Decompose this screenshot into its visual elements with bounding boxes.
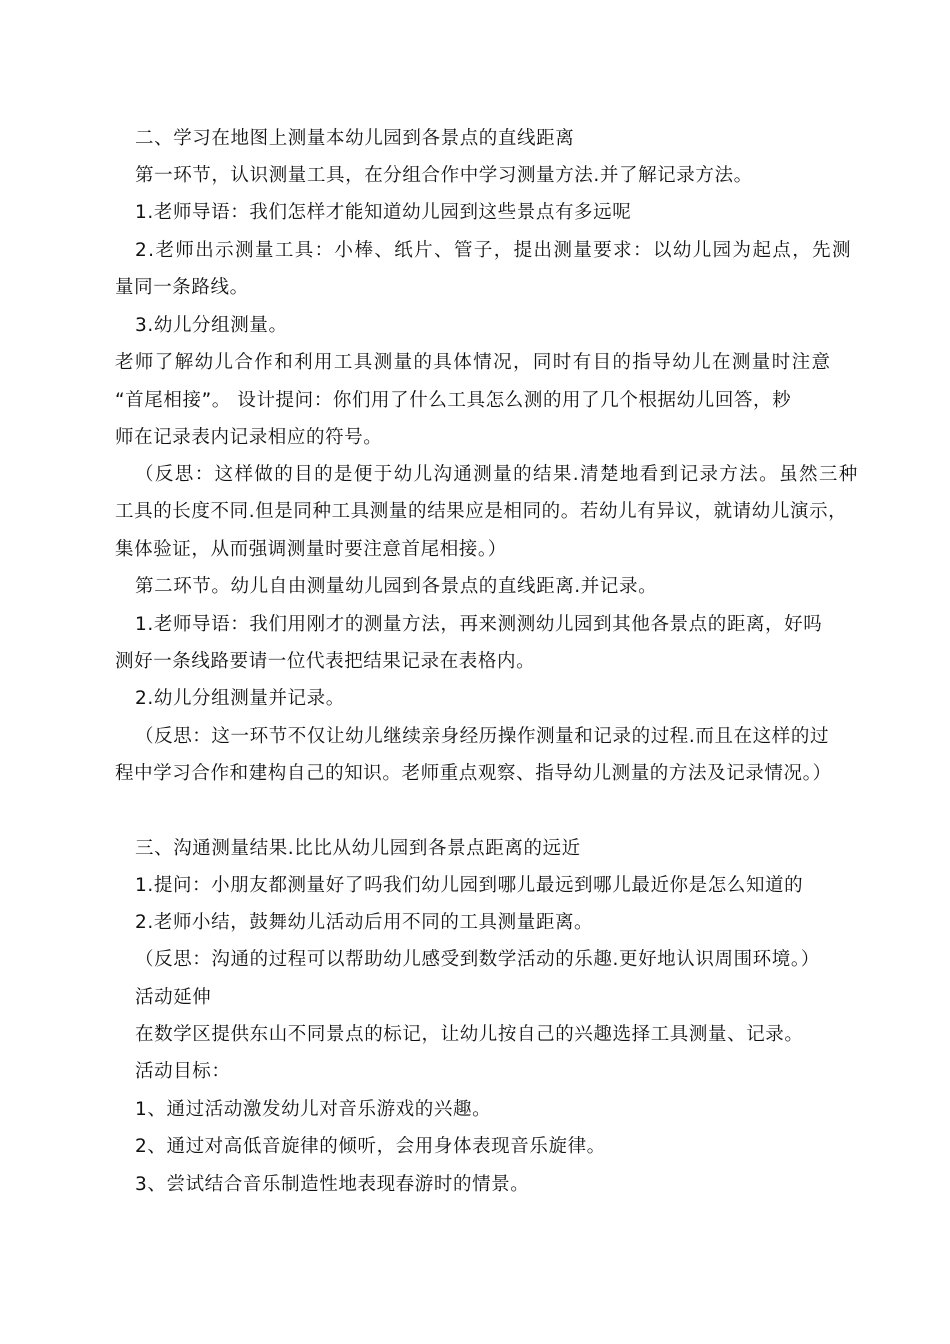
goal-item: 3、尝试结合音乐制造性地表现春游时的情景。 <box>135 1174 530 1195</box>
paragraph-line: “首尾相接”。 设计提问：你们用了什么工具怎么测的用了几个根据幼儿回答，耖 <box>115 390 792 411</box>
paragraph-line: （反思：这一环节不仅让幼儿继续亲身经历操作测量和记录的过程.而且在这样的过 <box>135 726 830 747</box>
paragraph-line: 2.幼儿分组测量并记录。 <box>135 688 345 709</box>
paragraph-line: 师在记录表内记录相应的符号。 <box>115 427 383 448</box>
goal-item: 1、通过活动激发幼儿对音乐游戏的兴趣。 <box>135 1099 492 1120</box>
paragraph-line: 2.老师出示测量工具：小棒、纸片、管子，提出测量要求：以幼儿园为起点，先测 <box>135 240 852 261</box>
paragraph-line: 1.老师导语：我们怎样才能知道幼儿园到这些景点有多远呢 <box>135 202 632 223</box>
paragraph-line: 第一环节，认识测量工具，在分组合作中学习测量方法.并了解记录方法。 <box>135 165 753 186</box>
paragraph-line: （反思：沟通的过程可以帮助幼儿感受到数学活动的乐趣.更好地认识周围环境。） <box>135 949 820 970</box>
paragraph-line: 第二环节。幼儿自由测量幼儿园到各景点的直线距离.并记录。 <box>135 576 658 597</box>
section-heading-2: 二、学习在地图上测量本幼儿园到各景点的直线距离 <box>135 128 575 149</box>
goal-item: 2、通过对高低音旋律的倾听，会用身体表现音乐旋律。 <box>135 1136 606 1157</box>
paragraph-line: 老师了解幼儿合作和利用工具测量的具体情况，同时有目的指导幼儿在测量时注意 <box>115 352 832 373</box>
paragraph-line: 测好一条线路要请一位代表把结果记录在表格内。 <box>115 651 536 672</box>
paragraph-line: 在数学区提供东山不同景点的标记，让幼儿按自己的兴趣选择工具测量、记录。 <box>135 1024 804 1045</box>
paragraph-line: 2.老师小结，鼓舞幼儿活动后用不同的工具测量距离。 <box>135 912 594 933</box>
paragraph-line: 程中学习合作和建构自己的知识。老师重点观察、指导幼儿测量的方法及记录情况。） <box>115 763 832 784</box>
paragraph-line: 集体验证，从而强调测量时要注意首尾相接。） <box>115 539 507 560</box>
paragraph-line: 量同一条路线。 <box>115 277 249 298</box>
subheading-activity-extension: 活动延伸 <box>135 987 212 1008</box>
paragraph-line: （反思：这样做的目的是便于幼儿沟通测量的结果.清楚地看到记录方法。虽然三种 <box>135 464 859 485</box>
section-heading-3: 三、沟通测量结果.比比从幼儿园到各景点距离的远近 <box>135 838 581 859</box>
paragraph-line: 1.老师导语：我们用刚才的测量方法，再来测测幼儿园到其他各景点的距离，好吗 <box>135 614 823 635</box>
paragraph-line: 3.幼儿分组测量。 <box>135 315 288 336</box>
paragraph-line: 1.提问：小朋友都测量好了吗我们幼儿园到哪儿最远到哪儿最近你是怎么知道的 <box>135 875 804 896</box>
subheading-activity-goals: 活动目标： <box>135 1061 231 1082</box>
paragraph-line: 工具的长度不同.但是同种工具测量的结果应是相同的。若幼儿有异议，就请幼儿演示， <box>115 501 848 522</box>
